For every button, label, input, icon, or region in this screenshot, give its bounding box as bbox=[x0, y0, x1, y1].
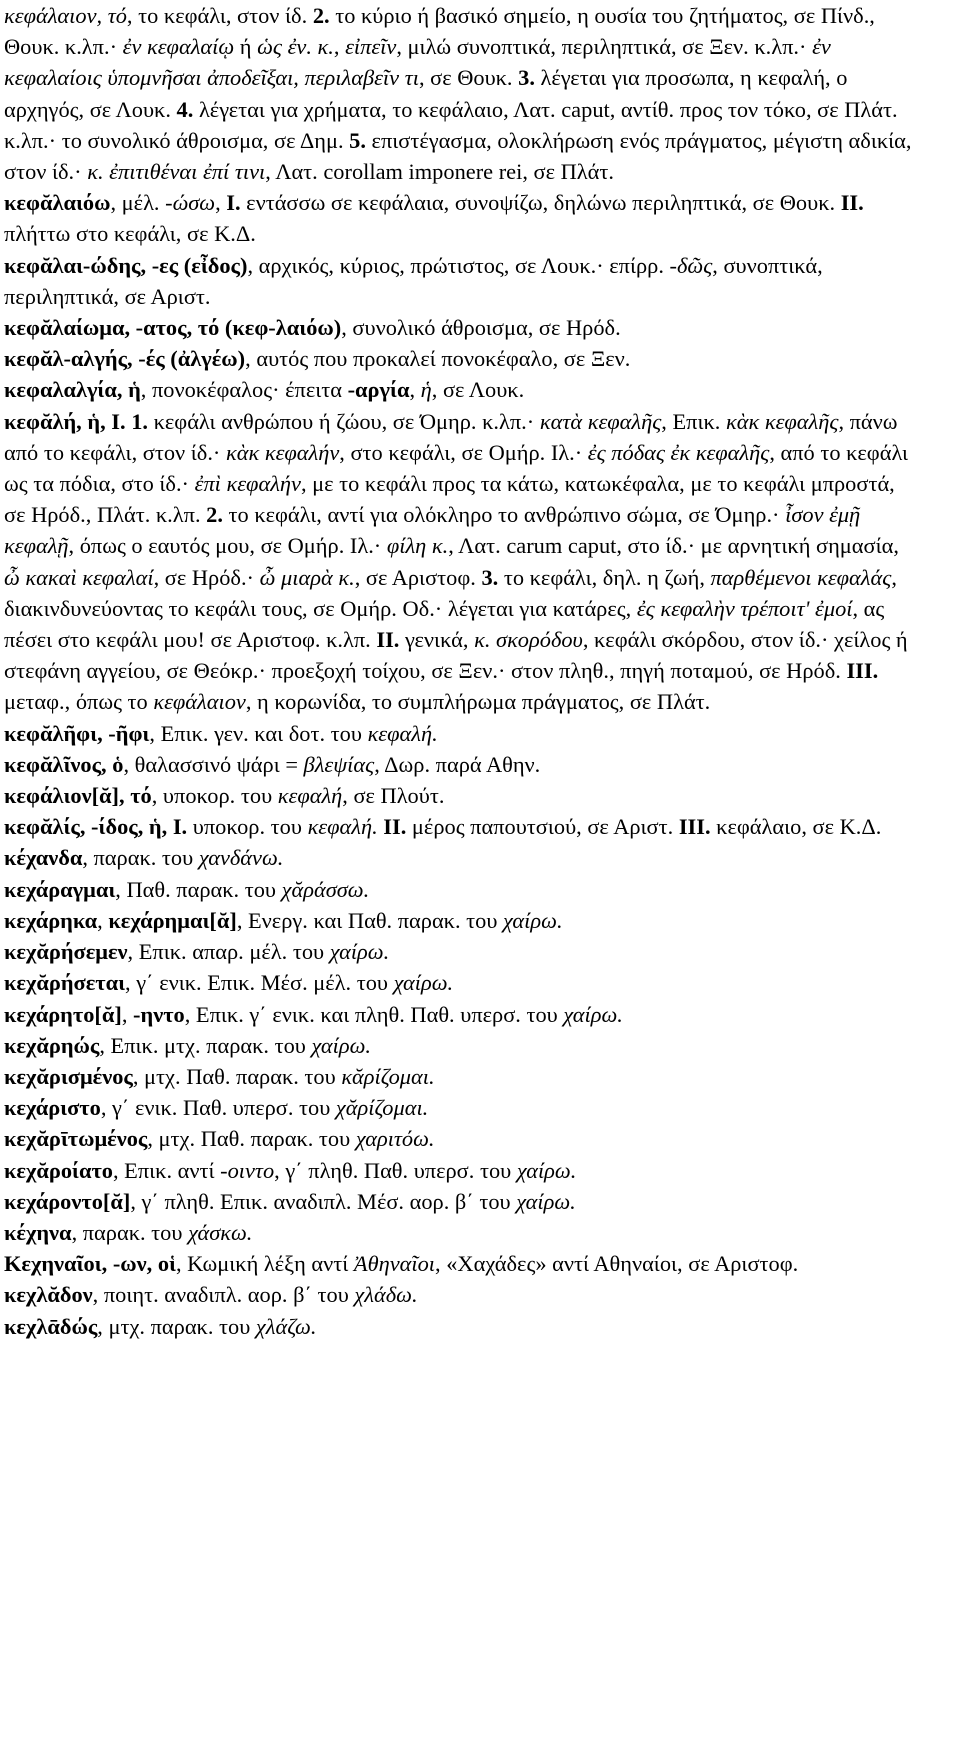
entry-citation: Ἀθηναῖοι bbox=[353, 1251, 436, 1277]
dictionary-entry bbox=[4, 187, 920, 249]
entry-text: , σε Ηρόδ.· bbox=[153, 564, 260, 590]
entry-citation: χαίρω. bbox=[563, 1001, 623, 1027]
entry-text: , παρακ. του bbox=[82, 845, 199, 871]
dictionary-entry bbox=[4, 749, 920, 780]
entry-headword: κεφᾰλ-αλγής, -ές (ἀλγέω) bbox=[4, 346, 246, 372]
dictionary-entry bbox=[4, 905, 920, 936]
entry-headword: κεφᾰλῆφι, -ῆφι bbox=[4, 720, 150, 746]
entry-text: , θαλασσινό ψάρι = bbox=[123, 751, 304, 777]
entry-text: , Παθ. παρακ. του bbox=[115, 876, 282, 902]
entry-text: , bbox=[333, 34, 346, 60]
entry-text: , από το κεφάλι ως τα πόδια, στο ίδ.· bbox=[4, 439, 909, 497]
entry-citation: ἐν κεφαλαίοις ὑπομνῆσαι ἀποδεῖξαι, περιλαβεῖν τι bbox=[4, 34, 831, 91]
entry-text: , αυτός που προκαλεί πονοκέφαλο, σε Ξεν. bbox=[245, 346, 631, 372]
entry-text: , μτχ. Παθ. παρακ. του bbox=[132, 1063, 342, 1089]
entry-text: , κεφάλι σκόρδου, στον ίδ.· χείλος ή στεφάνη αγγείου, σε Θεόκρ.· προεξοχή τοίχου, σε Ξεν.· στον πληθ., πηγή ποταμού, σε Ηρόδ. bbox=[4, 627, 908, 684]
entry-text: , διακινδυνεύοντας το κεφάλι τους, σε Ομήρ. Οδ.· λέγεται για κατάρες, bbox=[4, 564, 897, 621]
entry-text: γενικά, bbox=[399, 627, 475, 653]
entry-headword: κεχλᾱδώς bbox=[4, 1313, 98, 1339]
entry-citation: ἐς πόδας ἐκ κεφαλῆς bbox=[587, 439, 770, 465]
entry-headword: 2. bbox=[206, 502, 223, 528]
entry-headword: κεχᾰρηώς bbox=[4, 1032, 100, 1058]
dictionary-entry bbox=[4, 874, 920, 905]
entry-text: , αρχικός, κύριος, πρώτιστος, σε Λουκ.· επίρρ. - bbox=[247, 252, 677, 278]
entry-text: πλήττω στο κεφάλι, σε Κ.Δ. bbox=[4, 221, 256, 247]
entry-citation: ὡς ἐν. κ. bbox=[257, 34, 334, 60]
entry-citation: ἡ bbox=[420, 377, 432, 403]
entry-citation: κεφάλαιον, τό bbox=[4, 3, 127, 28]
entry-text: , Ενεργ. και Παθ. παρακ. του bbox=[236, 907, 504, 933]
entry-headword: II. bbox=[376, 627, 400, 653]
entry-text: , πονοκέφαλος· έπειτα bbox=[140, 377, 348, 403]
entry-text: , παρακ. του bbox=[71, 1219, 189, 1245]
entry-text: ή bbox=[234, 34, 258, 60]
entry-citation: κεφαλή. bbox=[307, 814, 378, 840]
entry-text: , σε Θουκ. bbox=[418, 65, 519, 91]
entry-text: , Λατ. carum caput, στο ίδ.· με αρνητική σημασία, bbox=[448, 533, 899, 559]
dictionary-entry bbox=[4, 1123, 920, 1154]
entry-citation: χανδάνω. bbox=[198, 845, 284, 871]
dictionary-entry bbox=[4, 718, 920, 749]
entry-text: , bbox=[97, 907, 109, 933]
entry-headword: κεφᾰλή, ἡ, I. 1. bbox=[4, 408, 148, 434]
entry-headword: κεφᾰλαι-ώδης, -ες (εἶδος) bbox=[4, 252, 248, 278]
entry-text: , Δωρ. παρά Αθην. bbox=[374, 751, 541, 777]
entry-text: , συνοπτικά, περιληπτικά, σε Αριστ. bbox=[4, 252, 823, 309]
entry-text: επιστέγασμα, ολοκλήρωση ενός πράγματος, μέγιστη αδικία, στον ίδ.· bbox=[4, 127, 912, 185]
dictionary-entry bbox=[4, 0, 920, 187]
entry-headword: κεχᾰρήσεται bbox=[4, 970, 126, 996]
entry-headword: κεφᾰλαιόω bbox=[4, 190, 111, 216]
entry-text: , Επικ. γ΄ ενικ. και πληθ. Παθ. υπερσ. του bbox=[184, 1001, 564, 1027]
entry-text: υποκορ. του bbox=[187, 814, 308, 840]
entry-text: μέρος παπουτσιού, σε Αριστ. bbox=[406, 814, 679, 840]
entry-citation: χαίρω. bbox=[516, 1157, 577, 1183]
entry-citation: εἰπεῖν bbox=[345, 34, 397, 60]
entry-text: , Κωμική λέξη αντί bbox=[175, 1251, 354, 1277]
entry-text: , «Χαχάδες» αντί Αθηναίοι, σε Αριστοφ. bbox=[435, 1251, 799, 1277]
entry-text: , γ΄ ενικ. Παθ. υπερσ. του bbox=[100, 1095, 336, 1121]
entry-citation: κεφαλή. bbox=[367, 720, 438, 746]
entry-citation: χαριτόω. bbox=[355, 1126, 435, 1152]
dictionary-entry bbox=[4, 1030, 920, 1061]
entry-text: , Επικ. bbox=[661, 408, 726, 434]
entry-headword: κεχᾰρήσεμεν bbox=[4, 939, 128, 965]
entry-text: , στο κεφάλι, σε Ομήρ. Ιλ.· bbox=[339, 439, 588, 465]
entry-text: , σε Αριστοφ. bbox=[354, 564, 482, 590]
entry-text: μεταφ., όπως το bbox=[4, 689, 154, 715]
entry-headword: -αργία bbox=[347, 377, 410, 403]
entry-citation: χάσκω. bbox=[188, 1219, 253, 1245]
entry-text: , μτχ. παρακ. του bbox=[97, 1313, 256, 1339]
entry-citation: ἶσον ἐμῇ κεφαλῇ bbox=[4, 502, 861, 559]
entry-headword: κεφᾰλαίωμα, -ατος, τό (κεφ-λαιόω) bbox=[4, 315, 342, 341]
entry-headword: κεχᾰροίατο bbox=[4, 1157, 113, 1183]
entry-citation: χλάδω. bbox=[354, 1282, 418, 1308]
entry-headword: κεφᾰλῖνος, ὁ bbox=[4, 751, 124, 777]
entry-text: , bbox=[409, 377, 421, 403]
entry-citation: ἐς κεφαλὴν τρέποιτ' ἐμοί bbox=[636, 595, 853, 621]
entry-citation: χᾰρίζομαι. bbox=[335, 1095, 429, 1121]
entry-text: , με το κεφάλι προς τα κάτω, κατωκέφαλα, με το κεφάλι μπροστά, σε Ηρόδ., Πλάτ. κ.λπ. bbox=[4, 471, 895, 528]
entry-headword: κεχάραγμαι bbox=[4, 876, 116, 902]
entry-citation: χαίρω. bbox=[311, 1032, 371, 1058]
dictionary-entry bbox=[4, 312, 920, 343]
entry-text: κεφάλαιο, σε Κ.Δ. bbox=[710, 814, 882, 840]
entry-citation: χᾰράσσω. bbox=[281, 876, 370, 902]
entry-headword: κέχανδα bbox=[4, 845, 83, 871]
entry-citation: παρθέμενοι κεφαλάς bbox=[710, 564, 892, 590]
entry-headword: κεχλᾰδον bbox=[4, 1282, 93, 1308]
entry-text: το κεφάλι, δηλ. η ζωή, bbox=[498, 564, 711, 590]
dictionary-entry bbox=[4, 406, 920, 718]
entry-text: , Επικ. αντί bbox=[112, 1157, 221, 1183]
entry-citation: κὰκ κεφαλῆς bbox=[725, 408, 839, 434]
entry-text: το κεφάλι, αντί για ολόκληρο το ανθρώπινο σώμα, σε Όμηρ.· bbox=[222, 502, 786, 528]
dictionary-entry bbox=[4, 999, 920, 1030]
entry-text: , μτχ. Παθ. παρακ. του bbox=[147, 1126, 356, 1152]
dictionary-entry bbox=[4, 1061, 920, 1092]
dictionary-entry bbox=[4, 967, 920, 998]
entry-text: , όπως ο εαυτός μου, σε Ομήρ. Ιλ.· bbox=[68, 533, 387, 559]
entry-text: , Επικ. γεν. και δοτ. του bbox=[149, 720, 368, 746]
entry-headword: 4. bbox=[176, 96, 194, 122]
entry-citation: χαίρω. bbox=[516, 1188, 576, 1214]
dictionary-entry bbox=[4, 780, 920, 811]
entry-citation: -ώσω bbox=[165, 190, 216, 216]
entry-text: , μιλώ συνοπτικά, περιληπτικά, σε Ξεν. κ.λπ.· bbox=[396, 34, 813, 60]
entry-headword: II. bbox=[383, 814, 407, 840]
entry-headword: Κεχηναῖοι, -ων, οἱ bbox=[4, 1251, 176, 1277]
entry-citation: βλεψίας bbox=[303, 751, 375, 777]
entry-headword: III. bbox=[678, 814, 711, 840]
entry-citation: κᾰρίζομαι. bbox=[341, 1063, 435, 1089]
entry-citation: δῶς bbox=[676, 252, 713, 278]
entry-text: εντάσσω σε κεφάλαια, συνοψίζω, δηλώνω περιληπτικά, σε Θουκ. bbox=[240, 190, 841, 216]
entry-headword: I. bbox=[226, 190, 241, 216]
entry-citation: χαίρω. bbox=[329, 939, 390, 965]
entry-text: , Λατ. corollam imponere rei, σε Πλάτ. bbox=[265, 159, 614, 185]
entry-text: , Επικ. απαρ. μέλ. του bbox=[127, 939, 330, 965]
entry-citation: κεφάλαιον bbox=[153, 689, 246, 715]
entry-text: , μέλ. bbox=[110, 190, 166, 216]
entry-headword: κεφαλαλγία, ἡ bbox=[4, 377, 141, 403]
entry-text: , ας πέσει στο κεφάλι μου! σε Αριστοφ. κ.λπ. bbox=[4, 595, 885, 653]
entry-citation: ἐπὶ κεφαλήν bbox=[194, 471, 301, 497]
entry-citation: χαίρω. bbox=[393, 970, 454, 996]
dictionary-entry bbox=[4, 811, 920, 842]
entry-citation: φίλη κ. bbox=[386, 533, 449, 559]
entry-headword: κεχᾰρισμένος bbox=[4, 1063, 133, 1089]
entry-citation: κεφαλή bbox=[277, 783, 343, 809]
dictionary-entry bbox=[4, 1248, 920, 1279]
entry-citation: χλάζω. bbox=[255, 1313, 317, 1339]
entry-text: , πάνω από το κεφάλι, στον ίδ.· bbox=[4, 408, 898, 465]
entry-headword: 2. bbox=[312, 3, 330, 28]
entry-headword: 5. bbox=[349, 127, 366, 153]
entry-headword: κεχάρηκα bbox=[4, 907, 98, 933]
entry-text: , γ΄ πληθ. Επικ. αναδιπλ. Μέσ. αορ. β΄ του bbox=[130, 1188, 517, 1214]
dictionary-entry bbox=[4, 1217, 920, 1248]
entry-headword: κεχάρημαι[ᾰ] bbox=[108, 907, 237, 933]
dictionary-entry bbox=[4, 1092, 920, 1123]
entry-headword: κεχάροντο[ᾰ] bbox=[4, 1188, 131, 1214]
dictionary-entry bbox=[4, 842, 920, 873]
entry-citation: κ. ἐπιτιθέναι ἐπί τινι bbox=[87, 159, 266, 185]
entry-text: , το κεφάλι, στον ίδ. bbox=[126, 3, 313, 28]
entry-text: το κύριο ή βασικό σημείο, η ουσία του ζητήματος, σε Πίνδ., Θουκ. κ.λπ.· bbox=[4, 3, 875, 60]
entry-citation: ὦ κακαὶ κεφαλαί bbox=[4, 564, 154, 590]
entry-text: , συνολικό άθροισμα, σε Ηρόδ. bbox=[341, 315, 621, 341]
entry-citation: -οιντο bbox=[220, 1157, 275, 1183]
entry-text: , bbox=[121, 1001, 134, 1027]
entry-citation: κὰκ κεφαλήν bbox=[225, 439, 340, 465]
entry-citation: κ. σκορόδου bbox=[474, 627, 583, 653]
entry-citation: χαίρω. bbox=[503, 907, 563, 933]
dictionary-entry bbox=[4, 1186, 920, 1217]
entry-text: , σε Λουκ. bbox=[431, 377, 525, 403]
entry-text: , γ΄ πληθ. Παθ. υπερσ. του bbox=[274, 1157, 517, 1183]
entry-headword: κεχάριστο bbox=[4, 1095, 101, 1121]
entry-text: , γ΄ ενικ. Επικ. Μέσ. μέλ. του bbox=[125, 970, 394, 996]
entry-citation: ὦ μιαρὰ κ. bbox=[259, 564, 355, 590]
entry-text: κεφάλι ανθρώπου ή ζώου, σε Όμηρ. κ.λπ.· bbox=[148, 408, 540, 434]
dictionary-entry bbox=[4, 1279, 920, 1310]
dictionary-entry bbox=[4, 1311, 920, 1342]
entry-headword: 3. bbox=[481, 564, 499, 590]
dictionary-entry bbox=[4, 1155, 920, 1186]
entry-text: λέγεται για χρήματα, το κεφάλαιο, Λατ. caput, αντίθ. προς τον τόκο, σε Πλάτ. κ.λπ.· το συνολικό άθροισμα, σε Δημ. bbox=[4, 96, 898, 153]
entry-headword: κεχάρητο[ᾰ] bbox=[4, 1001, 122, 1027]
entry-text: λέγεται για προσωπα, η κεφαλή, ο αρχηγός, σε Λουκ. bbox=[4, 65, 848, 122]
dictionary-entry bbox=[4, 936, 920, 967]
entry-text: , Επικ. μτχ. παρακ. του bbox=[99, 1032, 312, 1058]
dictionary-entry bbox=[4, 374, 920, 405]
entry-headword: κεφάλιον[ᾰ], τό bbox=[4, 783, 152, 809]
entry-headword: II. bbox=[840, 190, 864, 216]
entry-headword: κέχηνα bbox=[4, 1219, 72, 1245]
entry-text: , ποιητ. αναδιπλ. αορ. β΄ του bbox=[92, 1282, 355, 1308]
entry-citation: κατὰ κεφαλῆς bbox=[539, 408, 662, 434]
entry-text: , bbox=[215, 190, 227, 216]
entry-text: , σε Πλούτ. bbox=[342, 783, 445, 809]
dictionary-entry bbox=[4, 343, 920, 374]
entry-headword: 3. bbox=[518, 65, 535, 91]
entry-headword: III. bbox=[846, 658, 879, 684]
entry-citation: ἐν κεφαλαίῳ bbox=[122, 34, 235, 60]
entry-headword: κεχᾰρῑτωμένος bbox=[4, 1126, 148, 1152]
dictionary-entry bbox=[4, 250, 920, 312]
entry-text: , υποκορ. του bbox=[151, 783, 278, 809]
entry-text: , η κορωνίδα, το συμπλήρωμα πράγματος, σε Πλάτ. bbox=[245, 689, 711, 715]
entry-headword: κεφᾰλίς, -ίδος, ἡ, I. bbox=[4, 814, 188, 840]
entry-headword: -ηντο bbox=[133, 1001, 185, 1027]
